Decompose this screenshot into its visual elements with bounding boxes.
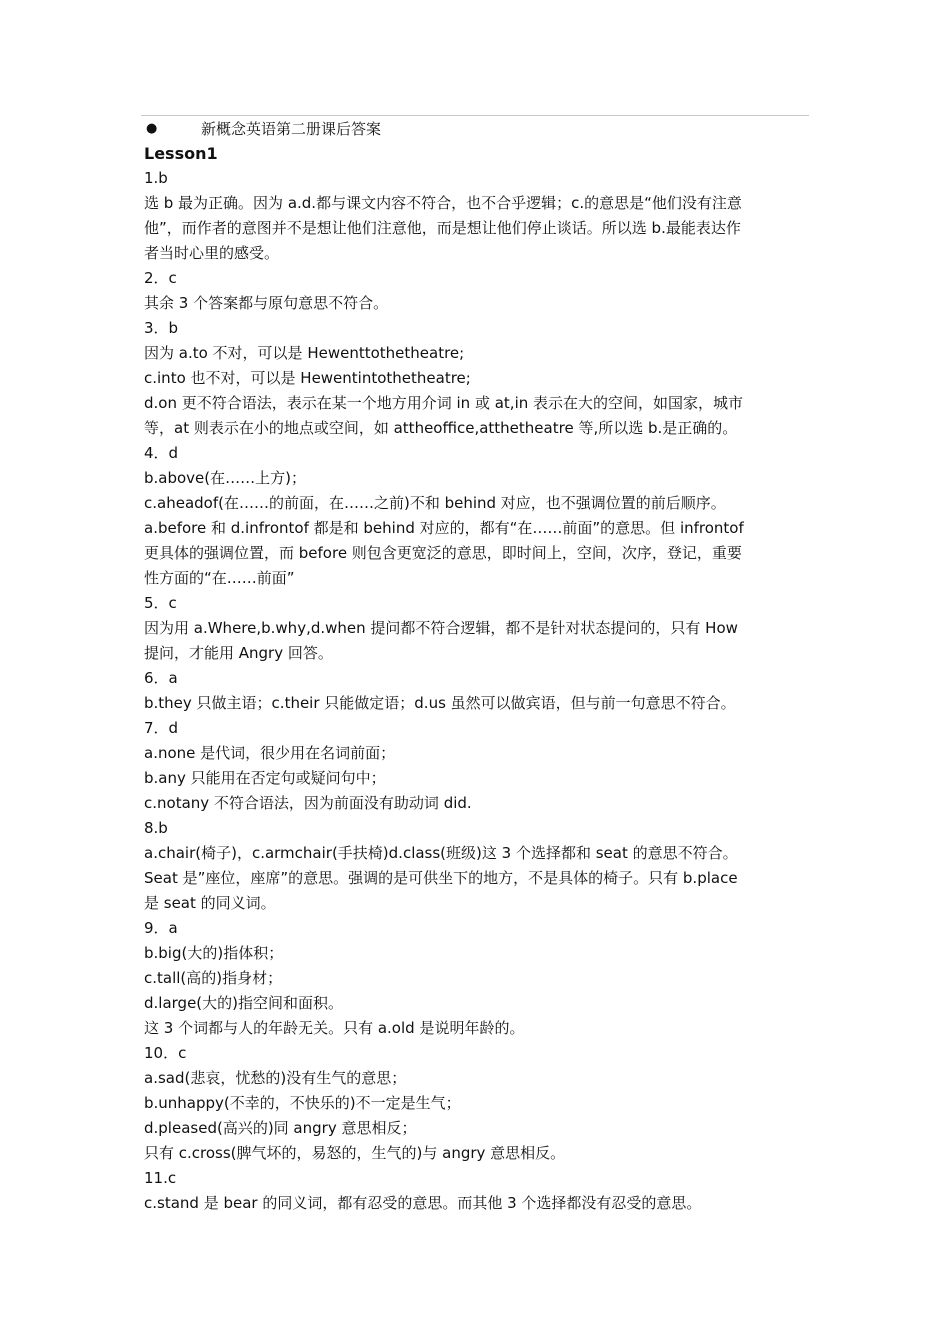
answer-number: 9．a xyxy=(144,919,178,937)
answer-number: 3．b xyxy=(144,319,179,337)
answer-line: 这 3 个词都与人的年龄无关。只有 a.old 是说明年龄的。 xyxy=(144,1019,525,1037)
answer-line: 其余 3 个答案都与原句意思不符合。 xyxy=(144,294,389,312)
answer-block-7 xyxy=(144,716,808,816)
answer-line: d.on 更不符合语法，表示在某一个地方用介词 in 或 at,in 表示在大的空间，如国家，城市 xyxy=(144,394,744,412)
answer-line: a.sad(悲哀，忧愁的)没有生气的意思； xyxy=(144,1069,407,1087)
answer-block-5 xyxy=(144,591,808,666)
answer-line: c.aheadof(在……的前面，在……之前)不和 behind 对应，也不强调位置的前后顺序。 xyxy=(144,494,726,512)
answer-line: 更具体的强调位置，而 before 则包含更宽泛的意思，即时间上，空间，次序，登记，重要 xyxy=(144,544,742,562)
answer-number: 2．c xyxy=(144,269,177,287)
document-content xyxy=(144,117,808,1216)
answer-line: b.any 只能用在否定句或疑问句中； xyxy=(144,769,386,787)
answer-line: c.tall(高的)指身材； xyxy=(144,969,283,987)
answer-line: a.chair(椅子)，c.armchair(手扶椅)d.class(班级)这 3 个选择都和 seat 的意思不符合。 xyxy=(144,844,738,862)
answer-line: b.big(大的)指体积； xyxy=(144,944,284,962)
answer-line: 是 seat 的同义词。 xyxy=(144,894,276,912)
document-title: 新概念英语第二册课后答案 xyxy=(201,120,382,138)
answer-block-4 xyxy=(144,441,808,591)
answer-number: 10．c xyxy=(144,1044,187,1062)
answer-line: a.none 是代词，很少用在名词前面； xyxy=(144,744,396,762)
answer-line: 因为 a.to 不对，可以是 Hewenttothetheatre; xyxy=(144,344,465,362)
answer-number: 11.c xyxy=(144,1169,177,1187)
answer-line: b.they 只做主语；c.their 只能做定语；d.us 虽然可以做宾语，但与前一句意思不符合。 xyxy=(144,694,736,712)
answer-number: 1.b xyxy=(144,169,168,187)
answer-line: c.notany 不符合语法，因为前面没有助动词 did. xyxy=(144,794,472,812)
answer-number: 7．d xyxy=(144,719,179,737)
answer-number: 8.b xyxy=(144,819,168,837)
answer-block-10 xyxy=(144,1041,808,1166)
answer-line: b.unhappy(不幸的，不快乐的)不一定是生气； xyxy=(144,1094,461,1112)
answer-block-2 xyxy=(144,266,808,316)
answer-line: 等，at 则表示在小的地点或空间，如 attheoffice,atthetheatre 等,所以选 b.是正确的。 xyxy=(144,419,738,437)
answer-number: 5．c xyxy=(144,594,177,612)
answer-line: 只有 c.cross(脾气坏的，易怒的，生气的)与 angry 意思相反。 xyxy=(144,1144,566,1162)
answer-line: d.large(大的)指空间和面积。 xyxy=(144,994,344,1012)
answer-line: 性方面的“在……前面” xyxy=(144,569,295,587)
answer-line: c.stand 是 bear 的同义词，都有忍受的意思。而其他 3 个选择都没有忍受的意思。 xyxy=(144,1194,702,1212)
answer-number: 4．d xyxy=(144,444,179,462)
answer-line: Seat 是”座位，座席”的意思。强调的是可供坐下的地方，不是具体的椅子。只有 b.place xyxy=(144,869,738,887)
header-rule xyxy=(141,115,809,116)
answer-line: 选 b 最为正确。因为 a.d.都与课文内容不符合，也不合乎逻辑；c.的意思是“他们没有注意 xyxy=(144,194,742,212)
answer-line: a.before 和 d.infrontof 都是和 behind 对应的，都有“在……前面”的意思。但 infrontof xyxy=(144,519,744,537)
answer-line: 提问，才能用 Angry 回答。 xyxy=(144,644,333,662)
answer-number: 6．a xyxy=(144,669,178,687)
bullet-icon: ● xyxy=(146,121,158,136)
answer-block-1 xyxy=(144,166,808,266)
lesson-title: Lesson1 xyxy=(144,144,218,163)
answer-line: 因为用 a.Where,b.why,d.when 提问都不符合逻辑，都不是针对状态提问的，只有 How xyxy=(144,619,738,637)
answer-line: 者当时心里的感受。 xyxy=(144,244,280,262)
answer-line: c.into 也不对，可以是 Hewentintothetheatre; xyxy=(144,369,471,387)
answer-block-8 xyxy=(144,816,808,916)
header-bullet-line xyxy=(144,117,808,141)
answer-block-9 xyxy=(144,916,808,1041)
answer-block-3 xyxy=(144,316,808,441)
answer-block-11 xyxy=(144,1166,808,1216)
answer-line: 他”，而作者的意图并不是想让他们注意他，而是想让他们停止谈话。所以选 b.最能表达作 xyxy=(144,219,741,237)
answer-block-6 xyxy=(144,666,808,716)
answer-line: d.pleased(高兴的)同 angry 意思相反； xyxy=(144,1119,417,1137)
answer-line: b.above(在……上方)； xyxy=(144,469,306,487)
